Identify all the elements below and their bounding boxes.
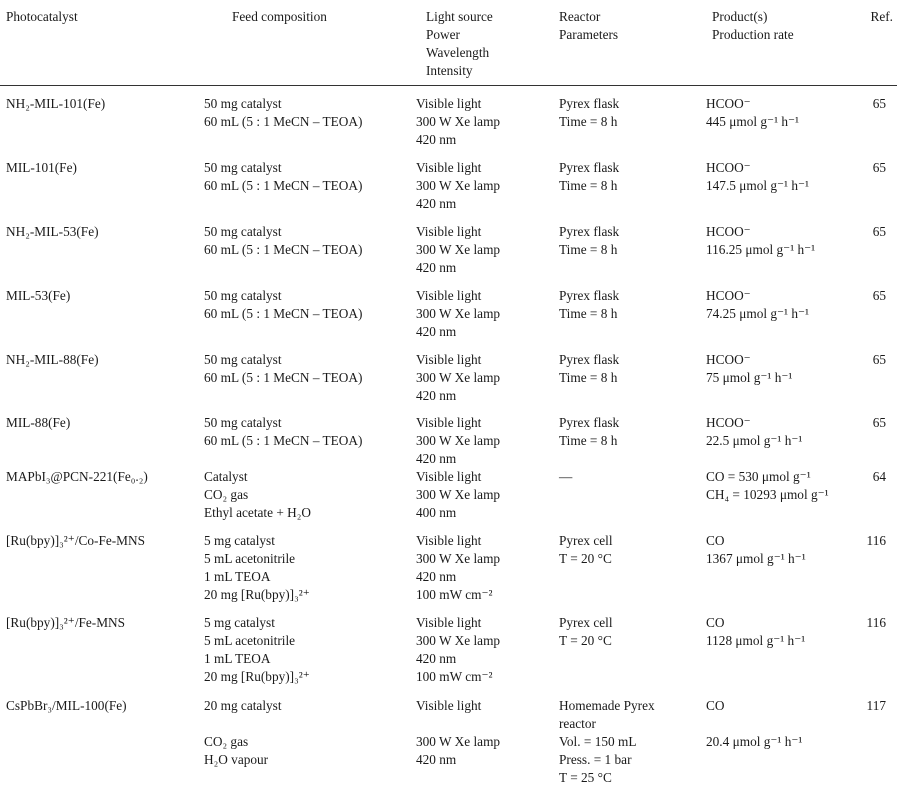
- header-light-power: Power: [426, 27, 460, 42]
- light-cell: [416, 697, 500, 769]
- reactor-cell-line: Vol. = 150 mL: [559, 734, 637, 749]
- light-cell: [416, 414, 500, 468]
- reactor-cell-line: —: [559, 469, 573, 484]
- header-photocatalyst-text: Photocatalyst: [6, 9, 78, 24]
- light-cell-line: Visible light: [416, 224, 482, 239]
- header-light-wavelength: Wavelength: [426, 45, 490, 60]
- ref-cell-line: 65: [872, 96, 886, 111]
- ref-cell: [873, 351, 886, 369]
- catalyst-cell-line: MIL-53(Fe): [6, 288, 71, 303]
- header-product-line2: Production rate: [712, 27, 794, 42]
- feed-cell-line: 5 mL acetonitrile: [204, 633, 296, 648]
- ref-cell-line: 65: [872, 415, 886, 430]
- feed-cell-line: 1 mL TEOA: [204, 569, 271, 584]
- header-feed: [232, 8, 327, 26]
- feed-cell: [204, 697, 282, 769]
- light-cell-line: 400 nm: [416, 505, 457, 520]
- light-cell-line: Visible light: [416, 352, 482, 367]
- product-cell-line: CH₄ = 10293 μmol g⁻¹: [706, 487, 829, 502]
- feed-cell: [204, 351, 362, 387]
- product-cell-line: 1128 μmol g⁻¹ h⁻¹: [706, 633, 806, 648]
- header-light-source: Light source: [426, 9, 493, 24]
- feed-cell-line: 60 mL (5 : 1 MeCN – TEOA): [204, 178, 363, 193]
- reactor-cell: [559, 532, 613, 568]
- product-cell-line: 147.5 μmol g⁻¹ h⁻¹: [706, 178, 810, 193]
- ref-cell-line: 116: [866, 533, 886, 548]
- feed-cell-line: 20 mg [Ru(bpy)]₃²⁺: [204, 587, 310, 602]
- ref-cell-line: 116: [866, 615, 886, 630]
- light-cell: [416, 223, 500, 277]
- feed-cell: [204, 614, 310, 686]
- ref-cell: [873, 287, 886, 305]
- light-cell-line: Visible light: [416, 469, 482, 484]
- feed-cell: [204, 95, 362, 131]
- product-cell-line: HCOO⁻: [706, 160, 751, 175]
- header-ref-text: Ref.: [870, 9, 893, 24]
- product-cell-line: CO: [706, 615, 725, 630]
- reactor-cell-line: Pyrex flask: [559, 160, 620, 175]
- light-cell-line: 420 nm: [416, 388, 457, 403]
- catalyst-cell-line: NH₂-MIL-53(Fe): [6, 224, 99, 239]
- catalyst-cell-line: [Ru(bpy)]₃²⁺/Fe-MNS: [6, 615, 126, 630]
- light-cell-line: Visible light: [416, 615, 482, 630]
- catalyst-cell-line: MIL-88(Fe): [6, 415, 71, 430]
- feed-cell-line: [204, 715, 282, 733]
- product-cell-line: CO: [706, 698, 725, 713]
- product-cell: [706, 614, 805, 650]
- product-cell-line: HCOO⁻: [706, 352, 751, 367]
- light-cell-line: 420 nm: [416, 451, 457, 466]
- light-cell: [416, 287, 500, 341]
- ref-cell: [873, 159, 886, 177]
- header-ref: [870, 8, 893, 26]
- feed-cell-line: 20 mg [Ru(bpy)]₃²⁺: [204, 669, 310, 684]
- feed-cell: [204, 223, 362, 259]
- reactor-cell-line: Pyrex cell: [559, 533, 613, 548]
- light-cell-line: 420 nm: [416, 132, 457, 147]
- ref-cell-line: 65: [872, 352, 886, 367]
- product-cell: [706, 223, 815, 259]
- product-cell-line: 74.25 μmol g⁻¹ h⁻¹: [706, 306, 810, 321]
- catalyst-cell-line: NH₂-MIL-88(Fe): [6, 352, 99, 367]
- reactor-cell: [559, 95, 619, 131]
- ref-cell: [873, 95, 886, 113]
- product-cell-line: CO = 530 μmol g⁻¹: [706, 469, 811, 484]
- product-cell-line: 75 μmol g⁻¹ h⁻¹: [706, 370, 793, 385]
- product-cell-line: CO: [706, 533, 725, 548]
- product-cell-line: 445 μmol g⁻¹ h⁻¹: [706, 114, 800, 129]
- reactor-cell-line: Pyrex flask: [559, 288, 620, 303]
- product-cell: [706, 159, 809, 195]
- reactor-cell-line: Homemade Pyrex: [559, 698, 655, 713]
- light-cell-line: 300 W Xe lamp: [416, 487, 501, 502]
- product-cell-line: HCOO⁻: [706, 224, 751, 239]
- feed-cell: [204, 468, 311, 522]
- header-light: [426, 8, 493, 80]
- light-cell-line: 300 W Xe lamp: [416, 633, 501, 648]
- feed-cell-line: 5 mL acetonitrile: [204, 551, 296, 566]
- reactor-cell-line: Pyrex cell: [559, 615, 613, 630]
- product-cell-line: 116.25 μmol g⁻¹ h⁻¹: [706, 242, 816, 257]
- reactor-cell-line: Time = 8 h: [559, 433, 618, 448]
- ref-cell: [873, 468, 886, 486]
- reactor-cell-line: Pyrex flask: [559, 352, 620, 367]
- feed-cell-line: CO₂ gas: [204, 734, 249, 749]
- catalyst-cell-line: [Ru(bpy)]₃²⁺/Co-Fe-MNS: [6, 533, 146, 548]
- ref-cell: [873, 223, 886, 241]
- reactor-cell-line: T = 20 °C: [559, 633, 612, 648]
- reactor-cell-line: Time = 8 h: [559, 114, 618, 129]
- feed-cell-line: 20 mg catalyst: [204, 698, 282, 713]
- light-cell-line: 420 nm: [416, 196, 457, 211]
- product-cell-line: [706, 715, 802, 733]
- catalyst-cell-line: CsPbBr₃/MIL-100(Fe): [6, 698, 127, 713]
- light-cell-line: 300 W Xe lamp: [416, 370, 501, 385]
- feed-cell-line: 5 mg catalyst: [204, 615, 275, 630]
- reactor-cell-line: Time = 8 h: [559, 306, 618, 321]
- light-cell-line: 300 W Xe lamp: [416, 734, 501, 749]
- reactor-cell-line: T = 20 °C: [559, 551, 612, 566]
- reactor-cell: [559, 614, 613, 650]
- reactor-cell: [559, 351, 619, 387]
- catalyst-cell-line: NH₂-MIL-101(Fe): [6, 96, 106, 111]
- reactor-cell-line: Pyrex flask: [559, 415, 620, 430]
- light-cell-line: 300 W Xe lamp: [416, 242, 501, 257]
- light-cell-line: 300 W Xe lamp: [416, 306, 501, 321]
- reactor-cell: [559, 159, 619, 195]
- light-cell-line: 420 nm: [416, 569, 457, 584]
- ref-cell: [867, 532, 886, 550]
- feed-cell-line: 50 mg catalyst: [204, 96, 282, 111]
- light-cell-line: 100 mW cm⁻²: [416, 669, 493, 684]
- feed-cell-line: 1 mL TEOA: [204, 651, 271, 666]
- light-cell: [416, 468, 500, 522]
- product-cell: [706, 532, 806, 568]
- header-feed-text: Feed composition: [232, 9, 327, 24]
- light-cell-line: [416, 715, 500, 733]
- feed-cell-line: 60 mL (5 : 1 MeCN – TEOA): [204, 306, 363, 321]
- product-cell-line: 22.5 μmol g⁻¹ h⁻¹: [706, 433, 803, 448]
- catalyst-cell-line: MAPbI₃@PCN-221(Fe₀.₂): [6, 469, 148, 484]
- feed-cell: [204, 287, 362, 323]
- light-cell: [416, 532, 500, 604]
- ref-cell-line: 65: [872, 224, 886, 239]
- product-cell-line: HCOO⁻: [706, 415, 751, 430]
- table-header: [0, 4, 900, 84]
- light-cell: [416, 95, 500, 149]
- feed-cell-line: 60 mL (5 : 1 MeCN – TEOA): [204, 433, 363, 448]
- light-cell-line: 300 W Xe lamp: [416, 433, 501, 448]
- feed-cell-line: 60 mL (5 : 1 MeCN – TEOA): [204, 370, 363, 385]
- reactor-cell-line: Time = 8 h: [559, 178, 618, 193]
- catalyst-cell: [6, 697, 127, 715]
- reactor-cell-line: Time = 8 h: [559, 242, 618, 257]
- light-cell-line: 300 W Xe lamp: [416, 551, 501, 566]
- light-cell-line: 100 mW cm⁻²: [416, 587, 493, 602]
- feed-cell-line: 50 mg catalyst: [204, 415, 282, 430]
- feed-cell: [204, 159, 362, 195]
- reactor-cell: [559, 697, 655, 787]
- light-cell-line: 420 nm: [416, 260, 457, 275]
- light-cell-line: Visible light: [416, 160, 482, 175]
- feed-cell-line: 60 mL (5 : 1 MeCN – TEOA): [204, 114, 363, 129]
- catalyst-cell: [6, 614, 125, 632]
- light-cell-line: Visible light: [416, 288, 482, 303]
- header-light-intensity: Intensity: [426, 63, 473, 78]
- catalyst-cell: [6, 468, 148, 486]
- light-cell-line: 300 W Xe lamp: [416, 178, 501, 193]
- catalyst-cell-line: MIL-101(Fe): [6, 160, 77, 175]
- light-cell: [416, 351, 500, 405]
- ref-cell-line: 64: [872, 469, 886, 484]
- light-cell-line: 420 nm: [416, 752, 457, 767]
- feed-cell-line: Catalyst: [204, 469, 248, 484]
- product-cell: [706, 414, 802, 450]
- feed-cell-line: 50 mg catalyst: [204, 288, 282, 303]
- product-cell: [706, 287, 809, 323]
- reactor-cell-line: Time = 8 h: [559, 370, 618, 385]
- header-photocatalyst: [6, 8, 78, 26]
- ref-cell: [867, 614, 886, 632]
- feed-cell: [204, 532, 310, 604]
- product-cell-line: 20.4 μmol g⁻¹ h⁻¹: [706, 734, 803, 749]
- light-cell-line: Visible light: [416, 533, 482, 548]
- product-cell: [706, 95, 799, 131]
- reactor-cell-line: reactor: [559, 716, 596, 731]
- header-reactor: [559, 8, 618, 44]
- reactor-cell: [559, 287, 619, 323]
- feed-cell-line: 5 mg catalyst: [204, 533, 275, 548]
- reactor-cell: [559, 414, 619, 450]
- catalyst-cell: [6, 95, 105, 113]
- feed-cell-line: 60 mL (5 : 1 MeCN – TEOA): [204, 242, 363, 257]
- product-cell-line: HCOO⁻: [706, 96, 751, 111]
- header-reactor-line2: Parameters: [559, 27, 619, 42]
- light-cell-line: Visible light: [416, 698, 482, 713]
- ref-cell: [867, 697, 886, 715]
- catalyst-cell: [6, 223, 99, 241]
- header-reactor-line1: Reactor: [559, 9, 601, 24]
- catalyst-cell: [6, 287, 70, 305]
- product-cell: [706, 351, 792, 387]
- product-cell-line: HCOO⁻: [706, 288, 751, 303]
- feed-cell: [204, 414, 362, 450]
- feed-cell-line: 50 mg catalyst: [204, 352, 282, 367]
- feed-cell-line: 50 mg catalyst: [204, 160, 282, 175]
- product-cell: [706, 468, 829, 504]
- light-cell: [416, 614, 500, 686]
- header-rule: [0, 85, 897, 86]
- light-cell-line: 420 nm: [416, 651, 457, 666]
- feed-cell-line: CO₂ gas: [204, 487, 249, 502]
- ref-cell-line: 65: [872, 288, 886, 303]
- reactor-cell-line: Press. = 1 bar: [559, 752, 632, 767]
- light-cell-line: 300 W Xe lamp: [416, 114, 501, 129]
- catalyst-cell: [6, 159, 77, 177]
- light-cell-line: 420 nm: [416, 324, 457, 339]
- feed-cell-line: Ethyl acetate + H₂O: [204, 505, 312, 520]
- reactor-cell-line: Pyrex flask: [559, 96, 620, 111]
- reactor-cell-line: Pyrex flask: [559, 224, 620, 239]
- header-product: [712, 8, 794, 44]
- light-cell-line: Visible light: [416, 96, 482, 111]
- feed-cell-line: H₂O vapour: [204, 752, 269, 767]
- header-product-line1: Product(s): [712, 9, 768, 24]
- light-cell-line: Visible light: [416, 415, 482, 430]
- product-cell: [706, 697, 802, 751]
- reactor-cell: [559, 223, 619, 259]
- catalyst-cell: [6, 414, 70, 432]
- ref-cell-line: 65: [872, 160, 886, 175]
- reactor-cell: [559, 468, 572, 486]
- feed-cell-line: 50 mg catalyst: [204, 224, 282, 239]
- catalyst-cell: [6, 351, 99, 369]
- product-cell-line: 1367 μmol g⁻¹ h⁻¹: [706, 551, 806, 566]
- ref-cell: [873, 414, 886, 432]
- catalyst-cell: [6, 532, 145, 550]
- reactor-cell-line: T = 25 °C: [559, 770, 612, 785]
- light-cell: [416, 159, 500, 213]
- ref-cell-line: 117: [866, 698, 886, 713]
